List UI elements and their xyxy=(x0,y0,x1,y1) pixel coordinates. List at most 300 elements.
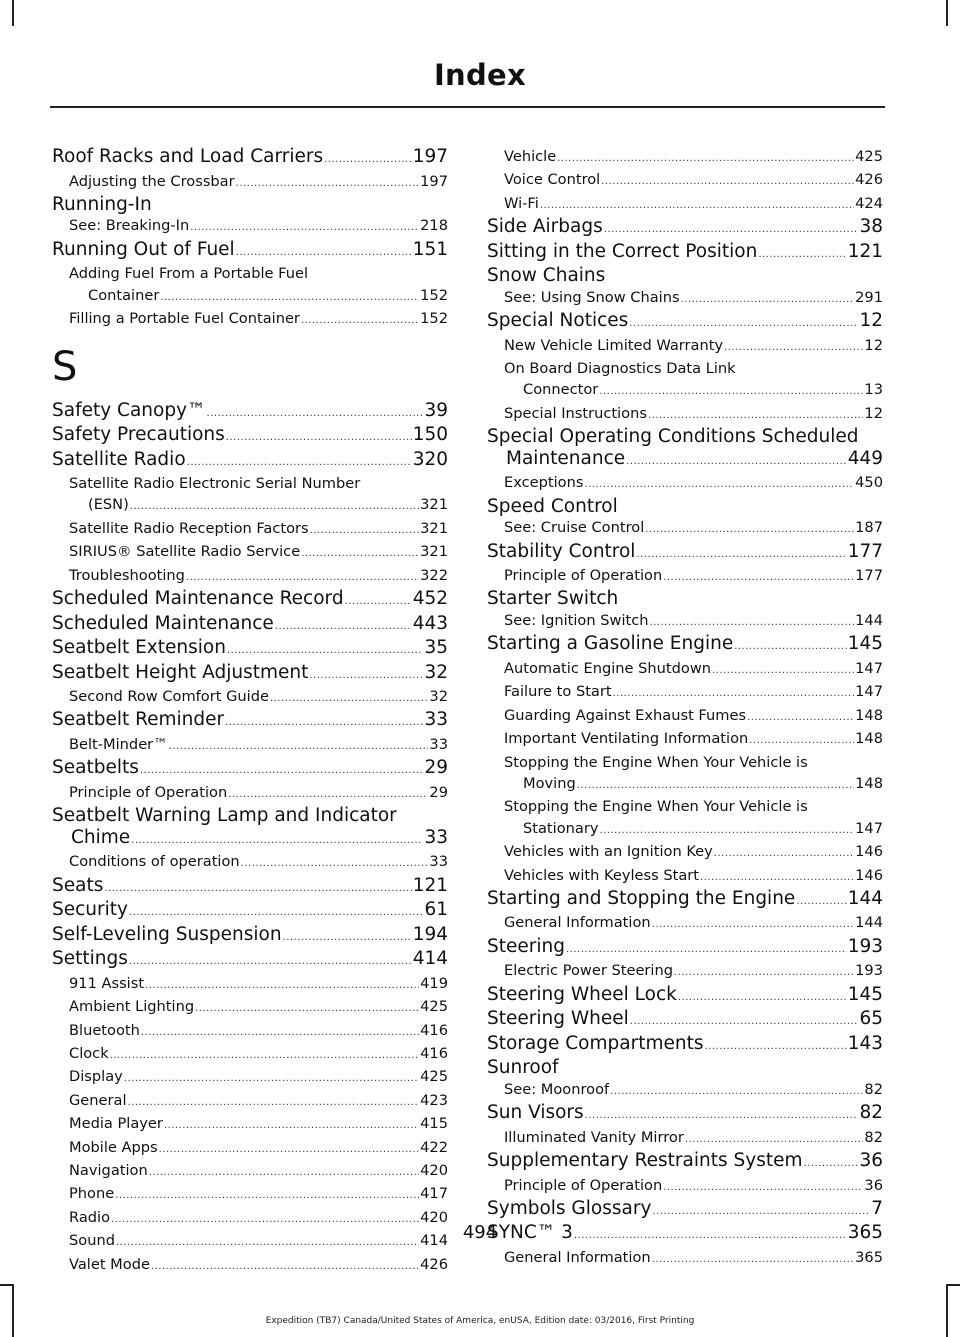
dot-leader xyxy=(681,289,855,310)
entry-term-line: Adding Fuel From a Portable Fuel xyxy=(69,265,309,283)
entry-page: 148 xyxy=(855,774,883,792)
entry-page: 321 xyxy=(420,543,448,561)
entry-page: 415 xyxy=(420,1115,448,1133)
dot-leader xyxy=(151,1256,419,1277)
entry-term: Adjusting the Crossbar xyxy=(69,172,235,190)
entry-page: 193 xyxy=(855,962,883,980)
dot-leader xyxy=(566,939,847,961)
dot-leader xyxy=(663,1177,863,1198)
index-entry xyxy=(52,541,448,564)
entry-term: Voice Control xyxy=(504,171,601,189)
entry-page: 144 xyxy=(855,914,883,932)
index-entry xyxy=(487,169,883,192)
entry-term: Vehicle xyxy=(504,148,557,165)
index-entry xyxy=(52,1183,448,1206)
entry-term: Storage Compartments xyxy=(487,1032,704,1054)
entry-term: Seatbelt Height Adjustment xyxy=(52,661,309,683)
index-entry xyxy=(487,1033,883,1058)
entry-term: Sun Visors xyxy=(487,1102,584,1124)
index-entry-wrapped xyxy=(487,426,883,472)
entry-term: Failure to Start xyxy=(504,683,612,701)
dot-leader xyxy=(129,902,423,924)
entry-term: Settings xyxy=(52,948,128,970)
dot-leader xyxy=(585,1105,859,1127)
entry-page: 420 xyxy=(420,1161,448,1179)
dot-leader xyxy=(648,405,863,426)
entry-page: 121 xyxy=(412,874,448,896)
entry-term: Self-Leveling Suspension xyxy=(52,923,282,945)
entry-term: See: Using Snow Chains xyxy=(504,288,680,306)
index-entry xyxy=(487,1008,883,1033)
crop-mark-bottom-right-horizontal xyxy=(946,1284,960,1286)
entry-page: 150 xyxy=(412,424,448,446)
dot-leader xyxy=(599,381,863,402)
dot-leader xyxy=(310,520,419,541)
entry-term-line: Satellite Radio Electronic Serial Number xyxy=(69,475,361,493)
index-entry xyxy=(52,875,448,900)
index-entry xyxy=(487,658,883,681)
index-entry xyxy=(52,146,448,171)
index-entry-wrapped xyxy=(487,752,883,797)
entry-page: 177 xyxy=(855,567,883,585)
entry-page: 426 xyxy=(855,171,883,189)
dot-leader xyxy=(160,287,419,308)
index-entry xyxy=(52,757,448,782)
dot-leader xyxy=(613,683,855,704)
index-entry xyxy=(487,681,883,704)
entry-page: 145 xyxy=(847,633,883,655)
entry-page: 420 xyxy=(420,1208,448,1226)
dot-leader xyxy=(228,784,428,805)
entry-term: Container xyxy=(88,286,160,304)
index-entry xyxy=(487,936,883,961)
dot-leader xyxy=(187,452,412,474)
index-entry xyxy=(52,424,448,449)
entry-page: 29 xyxy=(429,783,448,801)
index-column-right xyxy=(487,146,883,1270)
entry-term: Bluetooth xyxy=(69,1021,140,1039)
entry-term: Phone xyxy=(69,1185,115,1203)
index-entry xyxy=(52,613,448,638)
entry-page: 197 xyxy=(412,146,448,167)
entry-term: Security xyxy=(52,899,128,921)
dot-leader xyxy=(140,760,424,782)
dot-leader xyxy=(207,403,424,425)
index-heading: Speed Control xyxy=(487,495,618,517)
index-entry-wrapped xyxy=(487,796,883,841)
entry-page: 322 xyxy=(420,566,448,584)
index-entry xyxy=(52,1113,448,1136)
dot-leader xyxy=(540,195,854,216)
index-entry xyxy=(52,709,448,734)
entry-term: Steering Wheel xyxy=(487,1008,629,1030)
index-entry xyxy=(52,285,448,308)
index-entry xyxy=(487,448,883,473)
index-entry xyxy=(52,637,448,662)
dot-leader xyxy=(145,975,419,996)
index-entry xyxy=(487,912,883,935)
entry-page: 291 xyxy=(855,288,883,306)
entry-term: (ESN) xyxy=(88,496,129,514)
entry-term: Valet Mode xyxy=(69,1255,150,1273)
dot-leader xyxy=(584,474,854,495)
entry-term: General Information xyxy=(504,1248,651,1266)
entry-page: 65 xyxy=(859,1008,883,1030)
entry-page: 82 xyxy=(864,1128,883,1146)
index-entry-wrapped xyxy=(52,473,448,518)
dot-leader xyxy=(324,149,412,171)
entry-term-line: Stopping the Engine When Your Vehicle is xyxy=(504,753,808,771)
entry-term: Wi-Fi xyxy=(504,194,539,212)
page-title: Index xyxy=(433,58,527,92)
entry-page: 424 xyxy=(855,194,883,212)
dot-leader xyxy=(129,951,412,973)
entry-page: 152 xyxy=(420,286,448,304)
entry-term: Conditions of operation xyxy=(69,853,240,871)
entry-term: Mobile Apps xyxy=(69,1138,158,1156)
dot-leader xyxy=(652,914,855,935)
entry-term: Illuminated Vanity Mirror xyxy=(504,1128,684,1146)
index-entry xyxy=(52,308,448,331)
index-entry xyxy=(487,541,883,566)
dot-leader xyxy=(241,853,429,874)
index-entry xyxy=(487,633,883,658)
entry-page: 144 xyxy=(855,611,883,629)
index-entry xyxy=(487,472,883,495)
entry-page: 449 xyxy=(847,447,883,469)
index-entry xyxy=(487,728,883,751)
dot-leader xyxy=(685,1129,864,1150)
entry-page: 12 xyxy=(859,310,883,332)
dot-leader xyxy=(712,660,854,681)
index-entry xyxy=(487,773,883,796)
entry-term: General Information xyxy=(504,914,651,932)
entry-page: 426 xyxy=(420,1255,448,1273)
index-entry-wrapped xyxy=(52,805,448,851)
entry-page: 33 xyxy=(424,709,448,731)
entry-term: Media Player xyxy=(69,1115,163,1133)
entry-term: Electric Power Steering xyxy=(504,962,673,980)
entry-page: 414 xyxy=(420,1232,448,1250)
index-entry xyxy=(52,449,448,474)
entry-page: 187 xyxy=(855,519,883,537)
dot-leader xyxy=(610,1081,863,1102)
entry-term: Principle of Operation xyxy=(504,1176,663,1194)
entry-term: Steering Wheel Lock xyxy=(487,983,677,1005)
entry-page: 7 xyxy=(871,1197,883,1219)
entry-term: Filling a Portable Fuel Container xyxy=(69,310,300,328)
crop-mark-top-left-vertical xyxy=(12,0,14,26)
entry-term: Steering xyxy=(487,935,565,957)
index-entry xyxy=(487,1079,883,1102)
entry-page: 143 xyxy=(847,1032,883,1054)
entry-term: Scheduled Maintenance Record xyxy=(52,588,344,610)
index-entry xyxy=(52,588,448,613)
dot-leader xyxy=(601,171,854,192)
dot-leader xyxy=(283,927,412,949)
index-heading: Sunroof xyxy=(487,1057,559,1079)
entry-term: Chime xyxy=(71,826,131,848)
entry-page: 12 xyxy=(864,336,883,354)
dot-leader xyxy=(749,730,854,751)
index-entry xyxy=(52,782,448,805)
entry-page: 29 xyxy=(424,757,448,779)
crop-mark-top-right-vertical xyxy=(946,0,948,26)
index-entry xyxy=(52,686,448,709)
index-entry xyxy=(487,1198,883,1223)
entry-term: Safety Canopy™ xyxy=(52,399,206,421)
index-entry xyxy=(52,827,448,852)
dot-leader xyxy=(190,217,419,238)
crop-mark-bottom-left-vertical xyxy=(12,1284,14,1337)
entry-page: 151 xyxy=(412,238,448,260)
dot-leader xyxy=(630,1011,859,1033)
entry-term: See: Ignition Switch xyxy=(504,611,649,629)
dot-leader xyxy=(652,1249,855,1270)
entry-page: 425 xyxy=(855,148,883,165)
dot-leader xyxy=(714,843,854,864)
entry-term: SIRIUS® Satellite Radio Service xyxy=(69,543,301,561)
entry-page: 193 xyxy=(847,935,883,957)
entry-page: 82 xyxy=(864,1080,883,1098)
entry-term: See: Moonroof xyxy=(504,1080,610,1098)
index-entry xyxy=(487,146,883,169)
entry-page: 365 xyxy=(847,1222,883,1244)
entry-term: Seatbelt Extension xyxy=(52,637,226,659)
dot-leader xyxy=(724,337,863,358)
index-entry xyxy=(487,1247,883,1270)
dot-leader xyxy=(226,427,412,449)
index-entry xyxy=(487,310,883,335)
entry-term: Stationary xyxy=(523,819,599,837)
dot-leader xyxy=(270,688,428,709)
dot-leader xyxy=(301,543,419,564)
entry-term: Stability Control xyxy=(487,540,636,562)
entry-page: 321 xyxy=(420,519,448,537)
entry-page: 32 xyxy=(429,688,448,706)
dot-leader xyxy=(236,173,420,194)
index-entry xyxy=(52,400,448,425)
index-entry xyxy=(487,216,883,241)
entry-term-line: Stopping the Engine When Your Vehicle is xyxy=(504,798,808,816)
dot-leader xyxy=(629,313,858,335)
entry-term: See: Cruise Control xyxy=(504,519,645,537)
index-entry xyxy=(487,335,883,358)
dot-leader xyxy=(275,616,412,638)
index-entry xyxy=(487,1150,883,1175)
entry-term: Seatbelts xyxy=(52,757,139,779)
footer-text: Expedition (TB7) Canada/United States of America, enUSA, Edition date: 03/2016, First Printing xyxy=(265,1316,695,1326)
entry-term: See: Breaking-In xyxy=(69,217,190,235)
entry-page: 33 xyxy=(429,735,448,753)
entry-term: Symbols Glossary xyxy=(487,1197,652,1219)
dot-leader xyxy=(700,867,854,888)
entry-term: Belt-Minder™ xyxy=(69,735,168,753)
index-entry xyxy=(487,565,883,588)
entry-term: General xyxy=(69,1091,127,1109)
index-entry xyxy=(52,662,448,687)
index-heading: Starter Switch xyxy=(487,588,619,610)
entry-term: Moving xyxy=(523,774,576,792)
dot-leader xyxy=(225,712,423,734)
entry-page: 194 xyxy=(412,923,448,945)
dot-leader xyxy=(734,636,846,658)
dot-leader xyxy=(796,891,846,913)
index-entry xyxy=(487,1175,883,1198)
entry-page: 177 xyxy=(847,540,883,562)
index-entry xyxy=(52,171,448,194)
entry-term: Roof Racks and Load Carriers xyxy=(52,146,324,167)
entry-term: Display xyxy=(69,1068,123,1086)
entry-term: Supplementary Restraints System xyxy=(487,1150,803,1172)
entry-page: 321 xyxy=(420,496,448,514)
entry-term: New Vehicle Limited Warranty xyxy=(504,336,724,354)
dot-leader xyxy=(195,998,419,1019)
entry-term: Principle of Operation xyxy=(504,567,663,585)
entry-term: Troubleshooting xyxy=(69,566,185,584)
dot-leader xyxy=(124,1068,419,1089)
index-entry xyxy=(487,984,883,1009)
dot-leader xyxy=(186,567,419,588)
section-letter: S xyxy=(52,343,78,390)
entry-page: 425 xyxy=(420,998,448,1016)
entry-page: 146 xyxy=(855,843,883,861)
entry-term: Starting a Gasoline Engine xyxy=(487,633,734,655)
entry-page: 443 xyxy=(412,612,448,634)
index-heading: Running-In xyxy=(52,193,152,215)
entry-page: 35 xyxy=(424,637,448,659)
index-entry xyxy=(52,899,448,924)
entry-page: 423 xyxy=(420,1091,448,1109)
dot-leader xyxy=(159,1139,420,1160)
entry-term: Seatbelt Reminder xyxy=(52,709,225,731)
entry-page: 148 xyxy=(855,706,883,724)
entry-page: 452 xyxy=(412,588,448,610)
entry-term: Side Airbags xyxy=(487,216,603,238)
dot-leader xyxy=(149,1162,419,1183)
index-entry xyxy=(487,865,883,888)
index-entry xyxy=(52,1137,448,1160)
entry-term: Maintenance xyxy=(506,447,626,469)
index-entry xyxy=(487,241,883,266)
entry-term: 911 Assist xyxy=(69,974,145,992)
entry-page: 147 xyxy=(855,659,883,677)
entry-term: Important Ventilating Information xyxy=(504,730,749,748)
index-entry xyxy=(52,734,448,757)
dot-leader xyxy=(169,736,429,757)
index-entry xyxy=(487,841,883,864)
dot-leader xyxy=(650,612,855,633)
dot-leader xyxy=(115,1185,419,1206)
index-entry xyxy=(487,1127,883,1150)
index-entry xyxy=(487,1102,883,1127)
entry-term: Safety Precautions xyxy=(52,424,225,446)
entry-page: 36 xyxy=(859,1150,883,1172)
index-entry xyxy=(52,973,448,996)
dot-leader xyxy=(604,219,859,241)
dot-leader xyxy=(678,987,847,1009)
entry-page: 450 xyxy=(855,474,883,492)
dot-leader xyxy=(704,1036,846,1058)
index-entry xyxy=(487,193,883,216)
entry-term: Radio xyxy=(69,1208,111,1226)
index-entry xyxy=(487,610,883,633)
entry-term: Automatic Engine Shutdown xyxy=(504,659,711,677)
entry-page: 147 xyxy=(855,683,883,701)
dot-leader xyxy=(309,665,423,687)
entry-term: SYNC™ 3 xyxy=(487,1222,573,1244)
dot-leader xyxy=(301,310,419,331)
entry-page: 38 xyxy=(859,216,883,238)
dot-leader xyxy=(636,544,846,566)
entry-term: Vehicles with Keyless Start xyxy=(504,866,700,884)
dot-leader xyxy=(345,591,412,613)
index-entry xyxy=(52,1020,448,1043)
dot-leader xyxy=(104,878,411,900)
entry-page: 320 xyxy=(412,448,448,470)
entry-term: Starting and Stopping the Engine xyxy=(487,887,796,909)
dot-leader xyxy=(227,640,424,662)
entry-page: 414 xyxy=(412,948,448,970)
entry-page: 61 xyxy=(424,899,448,921)
entry-page: 422 xyxy=(420,1138,448,1156)
entry-page: 145 xyxy=(847,983,883,1005)
dot-leader xyxy=(626,451,847,473)
entry-term: Special Notices xyxy=(487,310,629,332)
entry-term-line: Special Operating Conditions Scheduled xyxy=(487,426,859,448)
entry-page: 39 xyxy=(424,399,448,421)
index-entry xyxy=(52,1043,448,1066)
entry-page: 425 xyxy=(420,1068,448,1086)
entry-page: 416 xyxy=(420,1044,448,1062)
entry-page: 13 xyxy=(864,381,883,399)
entry-page: 146 xyxy=(855,866,883,884)
index-column-left xyxy=(52,146,448,1277)
entry-term: Exceptions xyxy=(504,474,584,492)
index-entry xyxy=(52,565,448,588)
index-entry xyxy=(52,1090,448,1113)
index-entry xyxy=(487,888,883,913)
entry-page: 147 xyxy=(855,819,883,837)
dot-leader xyxy=(652,1201,870,1223)
dot-leader xyxy=(747,707,854,728)
index-entry xyxy=(52,494,448,517)
entry-term: Clock xyxy=(69,1044,109,1062)
index-entry xyxy=(487,517,883,540)
index-entry xyxy=(487,379,883,402)
index-entry xyxy=(487,287,883,310)
entry-term: Principle of Operation xyxy=(69,783,228,801)
dot-leader xyxy=(599,820,854,841)
entry-page: 417 xyxy=(420,1185,448,1203)
dot-leader xyxy=(131,830,423,852)
entry-term: Scheduled Maintenance xyxy=(52,612,274,634)
entry-term: Satellite Radio Reception Factors xyxy=(69,519,309,537)
index-entry xyxy=(52,518,448,541)
crop-mark-bottom-right-vertical xyxy=(946,1284,948,1337)
entry-term: Special Instructions xyxy=(504,404,647,422)
dot-leader xyxy=(130,496,419,517)
entry-term: Connector xyxy=(523,381,599,399)
entry-term: Guarding Against Exhaust Fumes xyxy=(504,706,747,724)
index-entry xyxy=(52,1066,448,1089)
index-entry xyxy=(487,403,883,426)
index-entry xyxy=(52,239,448,264)
entry-page: 33 xyxy=(429,853,448,871)
index-entry xyxy=(52,851,448,874)
entry-page: 218 xyxy=(420,217,448,235)
dot-leader xyxy=(804,1153,859,1175)
